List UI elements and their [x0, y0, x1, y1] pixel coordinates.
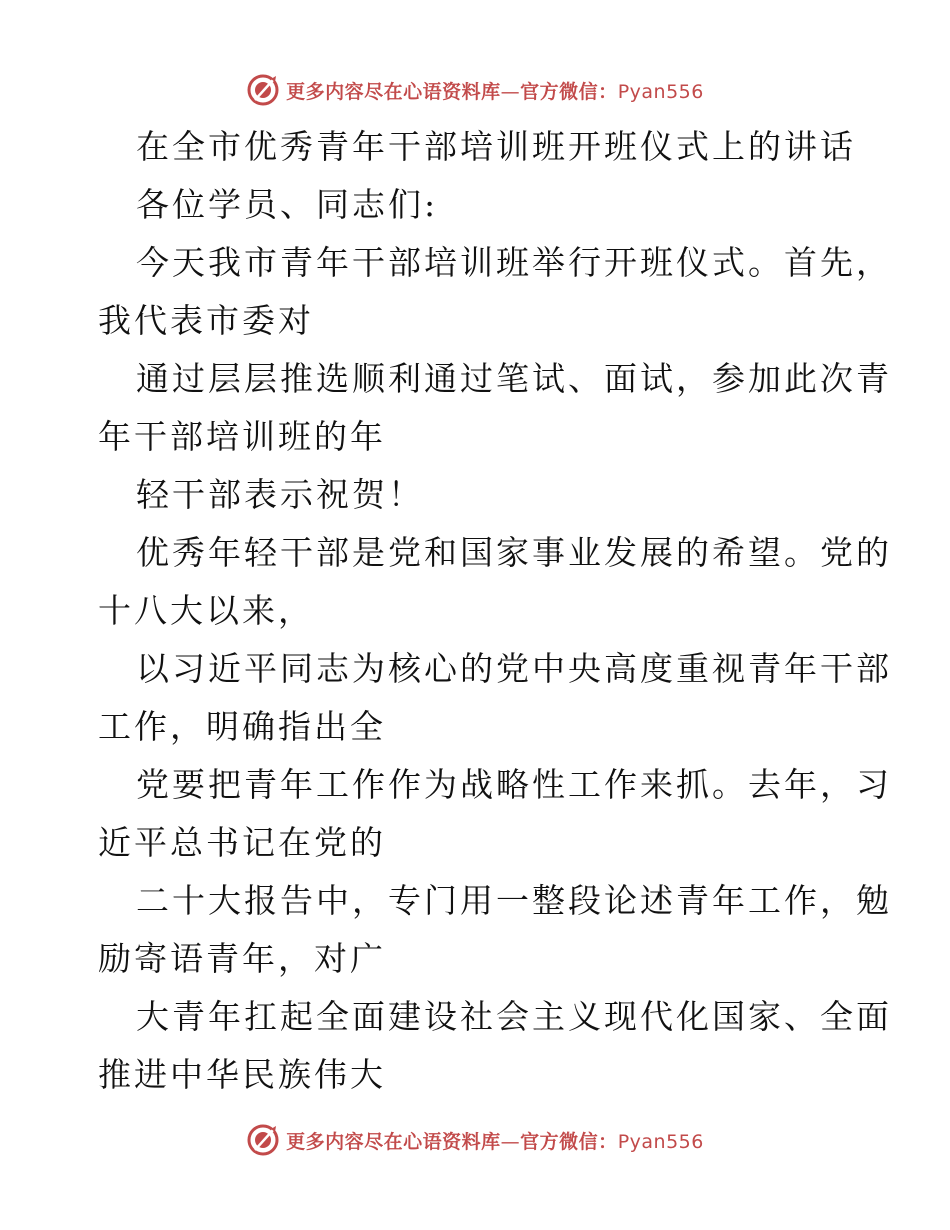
text-line: 以习近平同志为核心的党中央高度重视青年干部: [136, 649, 892, 688]
pen-circle-logo-icon: [246, 73, 280, 107]
watermark-official-label: 官方微信：: [520, 80, 618, 103]
watermark-wechat-id: Pyan556: [617, 80, 704, 103]
watermark-wechat-id: Pyan556: [617, 1130, 704, 1153]
text-line: 大青年扛起全面建设社会主义现代化国家、全面: [136, 997, 892, 1036]
watermark-site-text: 更多内容尽在心语资料库: [286, 1130, 501, 1153]
watermark-dash: —: [500, 1130, 521, 1153]
text-line: 党要把青年工作作为战略性工作来抓。去年，习: [136, 765, 892, 804]
text-line: 近平总书记在党的: [98, 823, 386, 862]
text-line: 今天我市青年干部培训班举行开班仪式。首先，: [136, 243, 892, 282]
text-line: 推进中华民族伟大: [98, 1055, 386, 1094]
watermark-text: [286, 77, 704, 104]
watermark-site-text: 更多内容尽在心语资料库: [286, 80, 501, 103]
document-body: [98, 118, 892, 1104]
pen-circle-logo-icon: [246, 1123, 280, 1157]
watermark-dash: —: [500, 80, 521, 103]
text-line: 在全市优秀青年干部培训班开班仪式上的讲话: [136, 127, 856, 166]
text-line: 轻干部表示祝贺！: [136, 475, 424, 514]
footer-watermark: [0, 1120, 950, 1160]
watermark-text: [286, 1127, 704, 1154]
watermark-official-label: 官方微信：: [520, 1130, 618, 1153]
text-line: 优秀年轻干部是党和国家事业发展的希望。党的: [136, 533, 892, 572]
text-line: 励寄语青年，对广: [98, 939, 386, 978]
text-line: 我代表市委对: [98, 301, 314, 340]
text-line: 工作，明确指出全: [98, 707, 386, 746]
text-line: 二十大报告中，专门用一整段论述青年工作，勉: [136, 881, 892, 920]
text-line: 十八大以来，: [98, 591, 314, 630]
header-watermark: [0, 70, 950, 110]
text-line: 各位学员、同志们:: [136, 185, 439, 224]
text-line: 年干部培训班的年: [98, 417, 386, 456]
text-line: 通过层层推选顺利通过笔试、面试，参加此次青: [136, 359, 892, 398]
